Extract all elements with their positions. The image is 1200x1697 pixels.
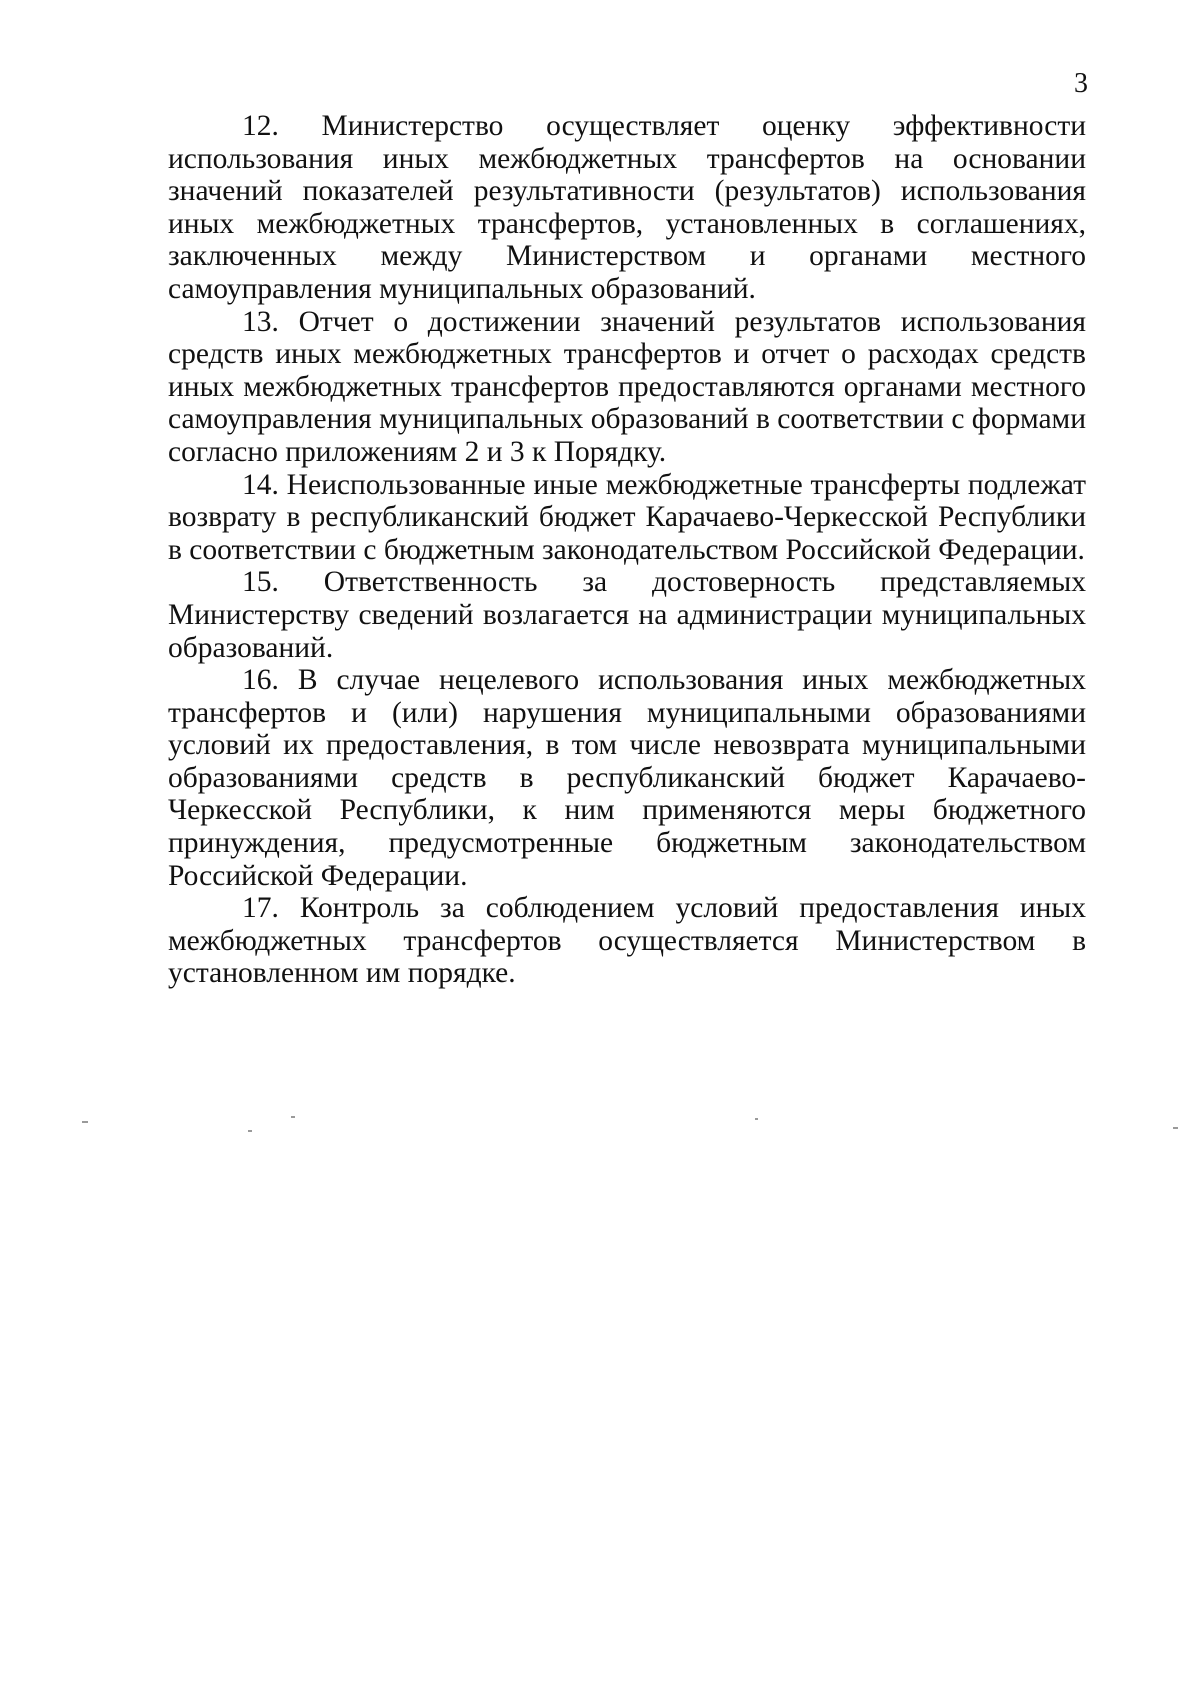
paragraph-17: 17. Контроль за соблюдением условий предоставления иных межбюджетных трансфертов осуществляется Министерством в установленном им порядке. (168, 892, 1086, 990)
paragraph-15: 15. Ответственность за достоверность представляемых Министерству сведений возлагается на администрации муниципальных образований. (168, 566, 1086, 664)
scan-mark (1173, 1127, 1178, 1129)
paragraph-12: 12. Министерство осуществляет оценку эффективности использования иных межбюджетных трансфертов на основании значений показателей результативности (результатов) использования иных межбюджетных трансфертов, установленных в соглашениях, заключенных между Министерством и органами местного самоуправления муниципальных образований. (168, 110, 1086, 305)
scan-mark (291, 1116, 295, 1118)
document-body (168, 110, 1086, 990)
paragraph-14: 14. Неиспользованные иные межбюджетные трансферты подлежат возврату в республиканский бюджет Карачаево-Черкесской Республики в соответствии с бюджетным законодательством Российской Федерации. (168, 468, 1086, 566)
scan-mark (248, 1130, 252, 1132)
paragraph-16: 16. В случае нецелевого использования иных межбюджетных трансфертов и (или) нарушения муниципальными образованиями условий их предоставления, в том числе невозврата муниципальными образованиями средств в республиканский бюджет Карачаево-Черкесской Республики, к ним применяются меры бюджетного принуждения, предусмотренные бюджетным законодательством Российской Федерации. (168, 664, 1086, 892)
scan-mark (755, 1118, 758, 1120)
scan-mark (82, 1121, 88, 1123)
page-number: 3 (1074, 68, 1088, 99)
paragraph-13: 13. Отчет о достижении значений результатов использования средств иных межбюджетных трансфертов и отчет о расходах средств иных межбюджетных трансфертов предоставляются органами местного самоуправления муниципальных образований в соответствии с формами согласно приложениям 2 и 3 к Порядку. (168, 305, 1086, 468)
